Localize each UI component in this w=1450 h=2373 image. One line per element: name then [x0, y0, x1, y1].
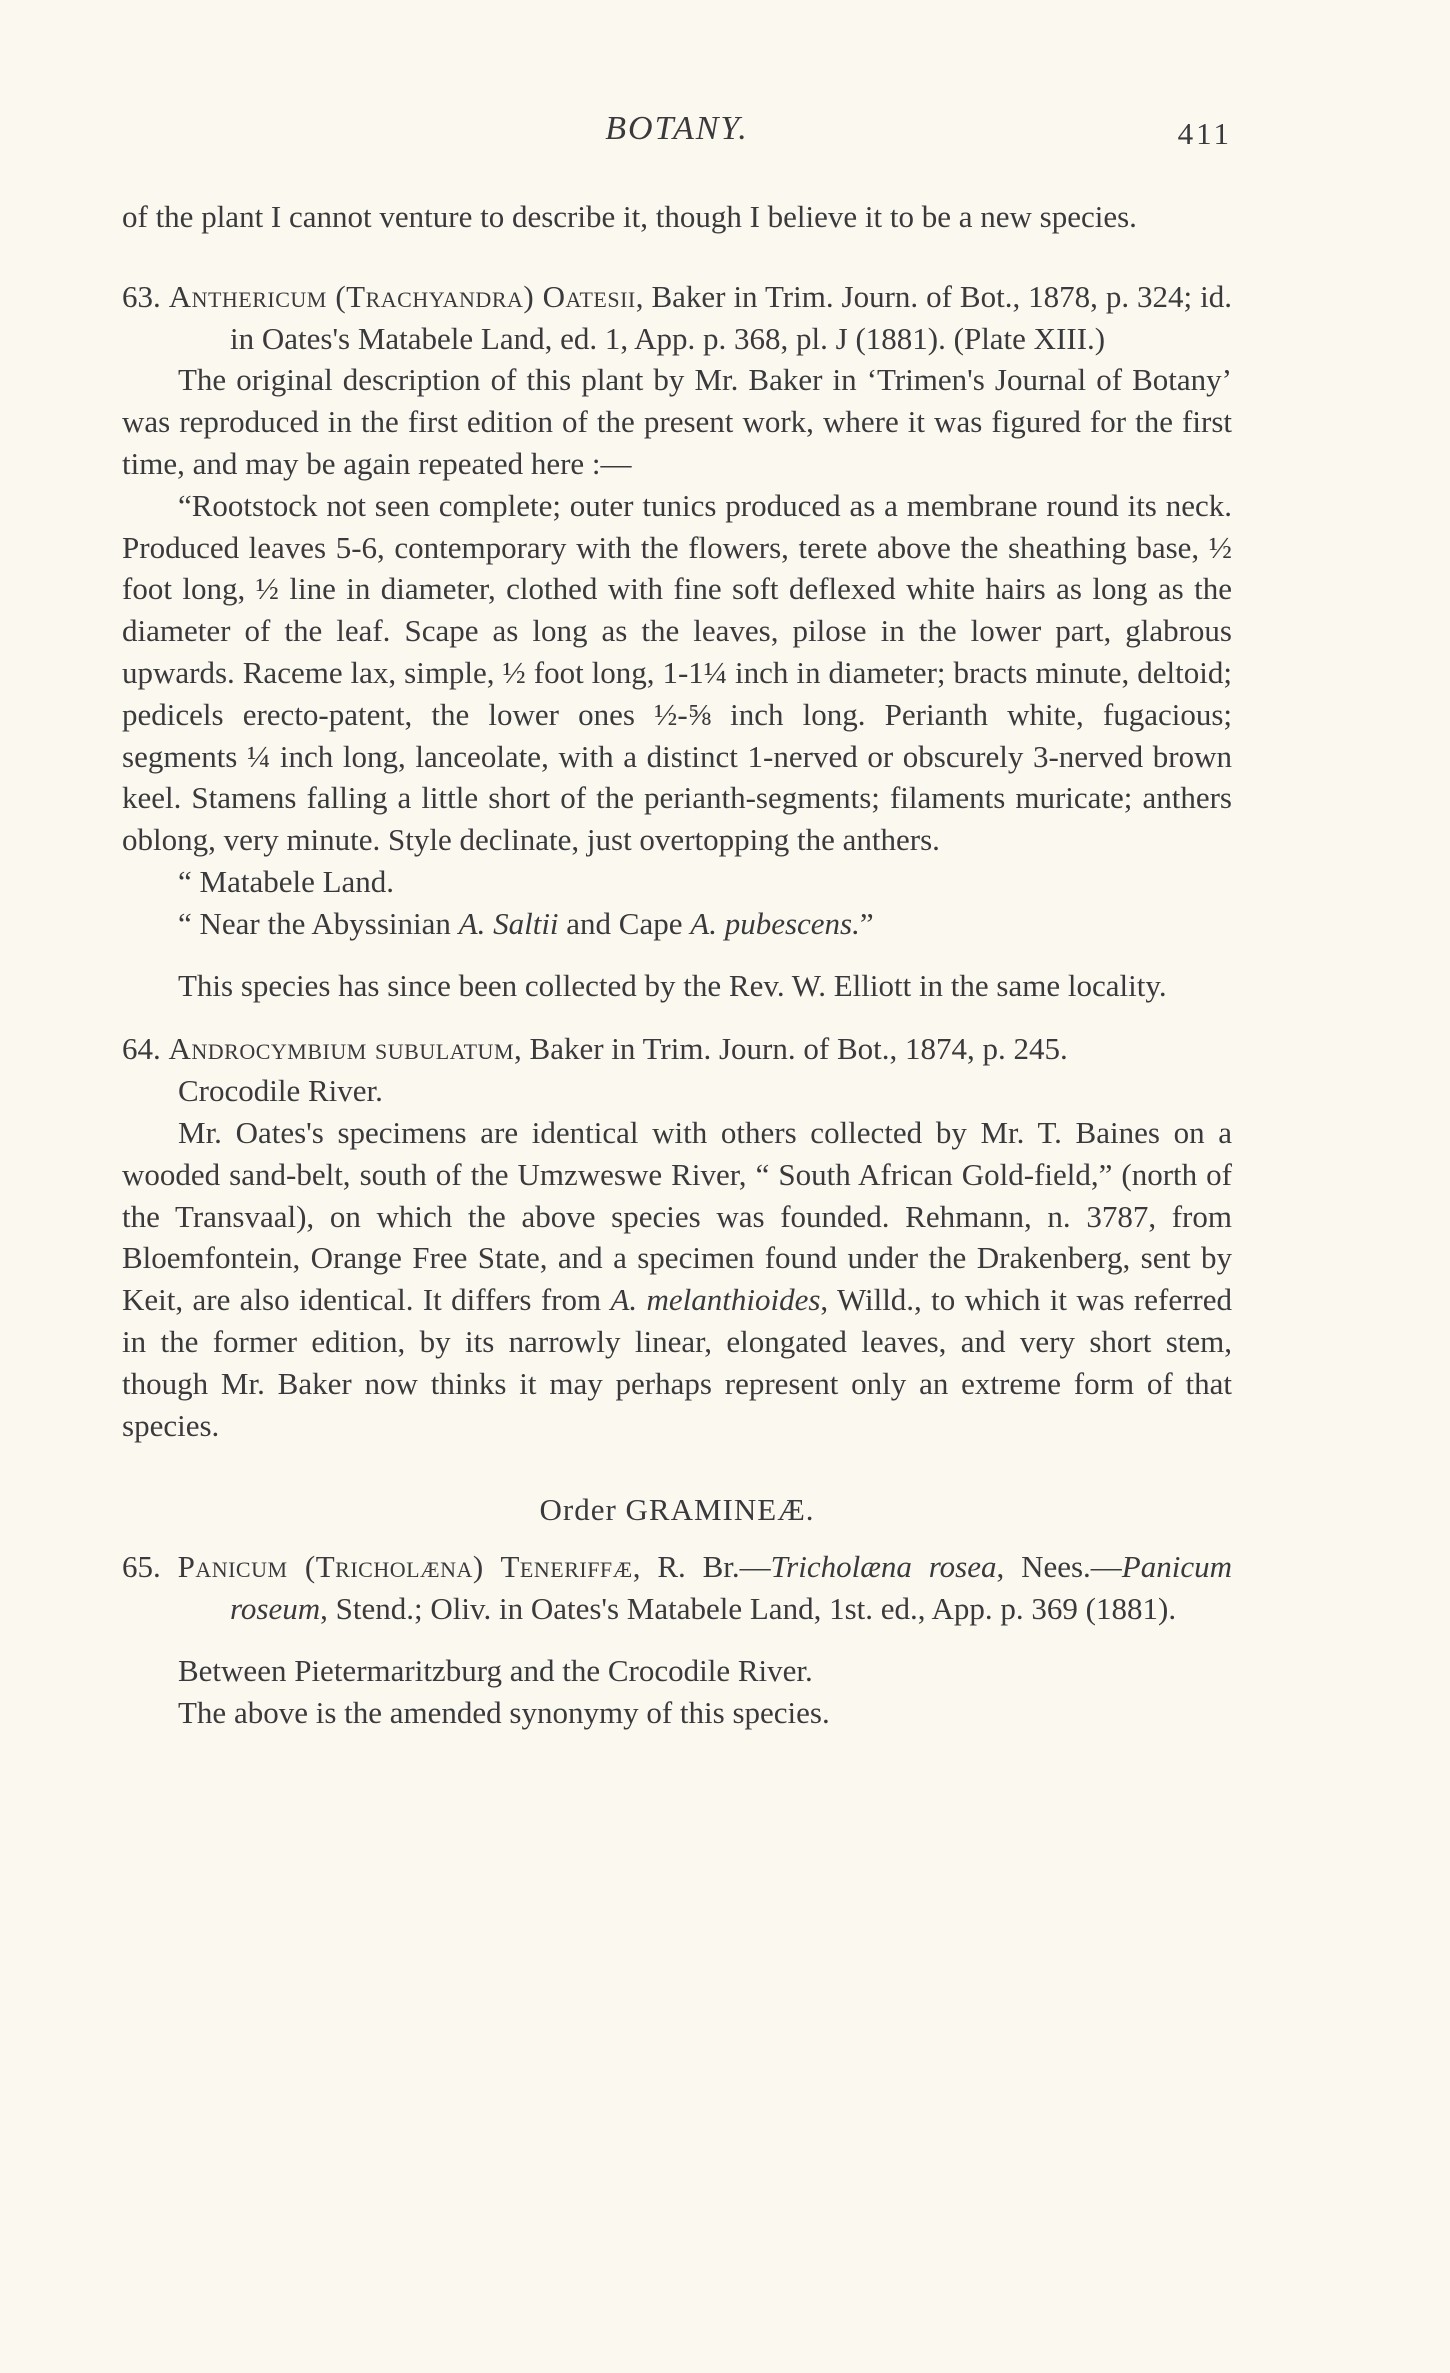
quoted-locality: “ Matabele Land. — [178, 863, 395, 899]
locality-line: Between Pietermaritzburg and the Crocodile River. — [178, 1652, 813, 1688]
specimen-paragraph — [122, 1112, 1232, 1446]
quote-text: ” — [859, 905, 874, 941]
synonym-name: Panicum roseum — [230, 1549, 1232, 1627]
synonym-name: Tricholæna rosea — [770, 1549, 997, 1585]
order-heading: Order GRAMINEÆ. — [539, 1492, 815, 1528]
species-name: Anthericum (Trachyandra) Oatesii — [168, 278, 636, 314]
quote-text: and Cape — [558, 905, 691, 941]
taxon-name: A. pubescens. — [690, 905, 860, 941]
taxon-name: A. Saltii — [458, 905, 559, 941]
description-paragraph: The original description of this plant by Mr. Baker in ‘Trimen's Journal of Botany’ was reproduced in the first edition of the present work, where it was figured for the first time, and may be again repeated here :— — [122, 362, 1232, 481]
paragraph-text: , Willd., to which it was referred in the former edition, by its narrowly linear, elongated leaves, and very short stem, though Mr. Baker now thinks it may perhaps represent only an extreme form of that species. — [122, 1282, 1232, 1443]
synonymy-note: The above is the amended synonymy of this species. — [178, 1694, 830, 1730]
species-citation: , Baker in Trim. Journ. of Bot., 1878, p. 324; id. in Oates's Matabele Land, ed. 1, App. p. 368, pl. J (1881). (Plate XIII.) — [230, 278, 1232, 356]
citation-text: , R. Br.— — [632, 1549, 771, 1585]
page-number: 411 — [1177, 116, 1232, 151]
taxon-name: A. melanthioides — [610, 1282, 821, 1318]
species-name: Androcymbium subulatum — [168, 1031, 515, 1067]
book-page — [122, 110, 1232, 1734]
species-citation: , Baker in Trim. Journ. of Bot., 1874, p. 245. — [514, 1031, 1068, 1067]
running-head — [122, 110, 1232, 170]
species-name: Panicum (Tricholæna) Teneriffæ — [177, 1549, 633, 1585]
locality-line: Crocodile River. — [178, 1073, 383, 1109]
paragraph-text: Mr. Oates's specimens are identical with others collected by Mr. T. Baines on a wooded sand-belt, south of the Umzweswe River, “ South African Gold-field,” (north of the Transvaal), on which the above species was founded. Rehmann, n. 3787, from Bloemfontein, Orange Free State, and a specimen found under the Drakenberg, sent by Keit, are also identical. It differs from — [122, 1114, 1232, 1318]
collection-note: This species has since been collected by the Rev. W. Elliott in the same locality. — [178, 967, 1167, 1003]
running-title: BOTANY. — [605, 110, 749, 147]
quoted-affinity — [122, 903, 1232, 945]
quote-text: “ Near the Abyssinian — [178, 905, 459, 941]
entry-number: 64. — [122, 1031, 169, 1067]
carry-over-paragraph: of the plant I cannot venture to describe it, though I believe it to be a new species. — [122, 199, 1137, 234]
species-entry-63 — [122, 276, 1232, 360]
species-entry-65 — [122, 1546, 1232, 1630]
species-entry-64 — [122, 1028, 1232, 1070]
entry-number: 63. — [122, 278, 169, 314]
quoted-description: “Rootstock not seen complete; outer tunics produced as a membrane round its neck. Produced leaves 5-6, contemporary with the flowers, terete above the sheathing base, ½ foot long, ½ line in diameter, clothed with fine soft deflexed white hairs as long as the diameter of the leaf. Scape as long as the leaves, pilose in the lower part, glabrous upwards. Raceme lax, simple, ½ foot long, 1-1¼ inch in diameter; bracts minute, deltoid; pedicels erecto-patent, the lower ones ½-⅝ inch long. Perianth white, fugacious; segments ¼ inch long, lanceolate, with a distinct 1-nerved or obscurely 3-nerved brown keel. Stamens falling a little short of the perianth-segments; filaments muricate; anthers oblong, very minute. Style declinate, just overtopping the anthers. — [122, 487, 1232, 858]
entry-number: 65. — [122, 1549, 178, 1585]
citation-text: , Stend.; Oliv. in Oates's Matabele Land, 1st. ed., App. p. 369 (1881). — [320, 1591, 1177, 1627]
citation-text: , Nees.— — [996, 1549, 1122, 1585]
